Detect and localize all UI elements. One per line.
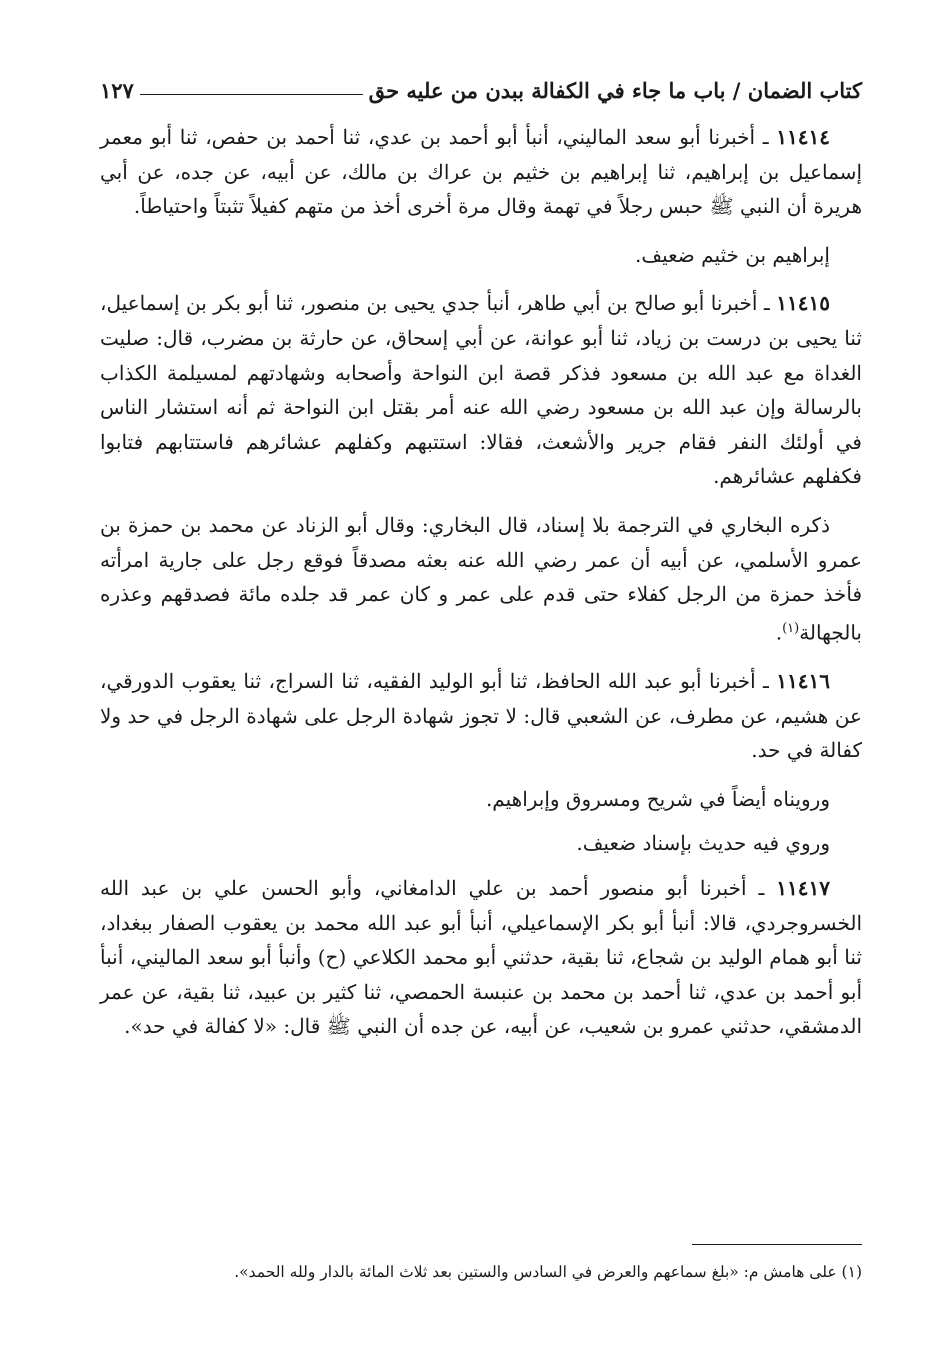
footnote [100,1260,862,1284]
hadith-paragraph [100,286,862,494]
hadith-paragraph [100,120,862,224]
hadith-number: ١١٤١٥ [776,291,830,316]
commentary-paragraph [100,826,862,861]
footnote-reference[interactable]: (١) [782,620,800,636]
paragraph-text: ـ أخبرنا أبو منصور أحمد بن علي الدامغاني، وأبو الحسن علي بن عبد الله الخسروجردي، قالا: أنبأ أبو بكر الإسماعيلي، أنبأ أبو عبد الله محمد بن يعقوب الصفار ببغداد، ثنا أبو همام الوليد بن شجاع، ثنا بقية، حدثني أبو محمد الكلاعي (ح) وأنبأ أبو سعد الماليني، أنبأ أبو أحمد بن عدي، ثنا أحمد بن محمد بن عنبسة الحمصي، ثنا كثير بن عبيد، ثنا بقية، عن عمر الدمشقي، حدثني عمرو بن شعيب، عن أبيه، عن جده أن النبي ﷺ قال: «لا كفالة في حد». [100,875,862,1039]
hadith-number: ١١٤١٧ [776,875,830,900]
hadith-number: ١١٤١٤ [776,125,830,149]
paragraph-tail: . [775,620,783,645]
running-head [100,72,862,108]
paragraph-text: ـ أخبرنا أبو صالح بن أبي طاهر، أنبأ جدي يحيى بن منصور، ثنا أبو بكر بن إسماعيل، ثنا يحيى بن درست بن زياد، ثنا أبو عوانة، عن أبي إسحاق، عن حارثة بن مضرب، قال: صليت الغداة مع عبد الله بن مسعود فذكر قصة ابن النواحة وأصحابه وشهادتهم لمسيلمة الكذاب بالرسالة وإن عبد الله بن مسعود رضي الله عنه أمر بقتل ابن النواحة ثم أنه استشار الناس في أولئك النفر فقام جرير والأشعث، فقالا: استتبهم وكفلهم عشائرهم فاستتابهم فتابوا فكفلهم عشائرهم. [100,291,862,489]
commentary-paragraph [100,508,862,650]
paragraph-text: ورويناه أيضاً في شريح ومسروق وإبراهيم. [485,786,830,811]
hadith-number: ١١٤١٦ [776,668,830,693]
footnote-rule [692,1244,862,1245]
hadith-paragraph [100,664,862,768]
paragraph-text: ذكره البخاري في الترجمة بلا إسناد، قال البخاري: وقال أبو الزناد عن محمد بن حمزة بن عمرو الأسلمي، عن أبيه أن عمر رضي الله عنه بعثه مصدقاً فوقع رجل على جارية امرأته فأخذ حمزة من الرجل كفلاء حتى قدم على عمر و كان عمر قد جلده مائة فصدقهم وعذره بالجهالة [100,512,862,645]
header-rule [140,94,363,95]
paragraph-text: وروي فيه حديث بإسناد ضعيف. [576,831,830,856]
paragraph-text: إبراهيم بن خثيم ضعيف. [635,242,830,267]
body-text [100,120,862,1044]
commentary-paragraph [100,238,862,273]
commentary-paragraph [100,782,862,817]
page-number: ١٢٧ [100,77,134,103]
footnote-text: على هامش م: «بلغ سماعهم والعرض في السادس والستين بعد ثلاث المائة بالدار ولله الحمد». [234,1263,842,1281]
paragraph-text: ـ أخبرنا أبو سعد الماليني، أنبأ أبو أحمد بن عدي، ثنا أحمد بن حفص، ثنا أبو معمر إسماعيل بن إبراهيم، ثنا إبراهيم بن خثيم بن عراك بن مالك، عن أبيه، عن جده، عن أبي هريرة أن النبي ﷺ حبس رجلاً في تهمة وقال مرة أخرى أخذ من متهم كفيلاً تثبتاً واحتياطاً. [100,125,862,219]
chapter-title: كتاب الضمان / باب ما جاء في الكفالة ببدن من عليه حق [368,77,862,103]
hadith-paragraph [100,871,862,1044]
paragraph-text: ـ أخبرنا أبو عبد الله الحافظ، ثنا أبو الوليد الفقيه، ثنا السراج، ثنا يعقوب الدورقي، عن هشيم، عن مطرف، عن الشعبي قال: لا تجوز شهادة الرجل على شهادة الرجل في حد ولا كفالة في حد. [100,668,862,763]
footnote-mark: (١) [841,1263,862,1281]
